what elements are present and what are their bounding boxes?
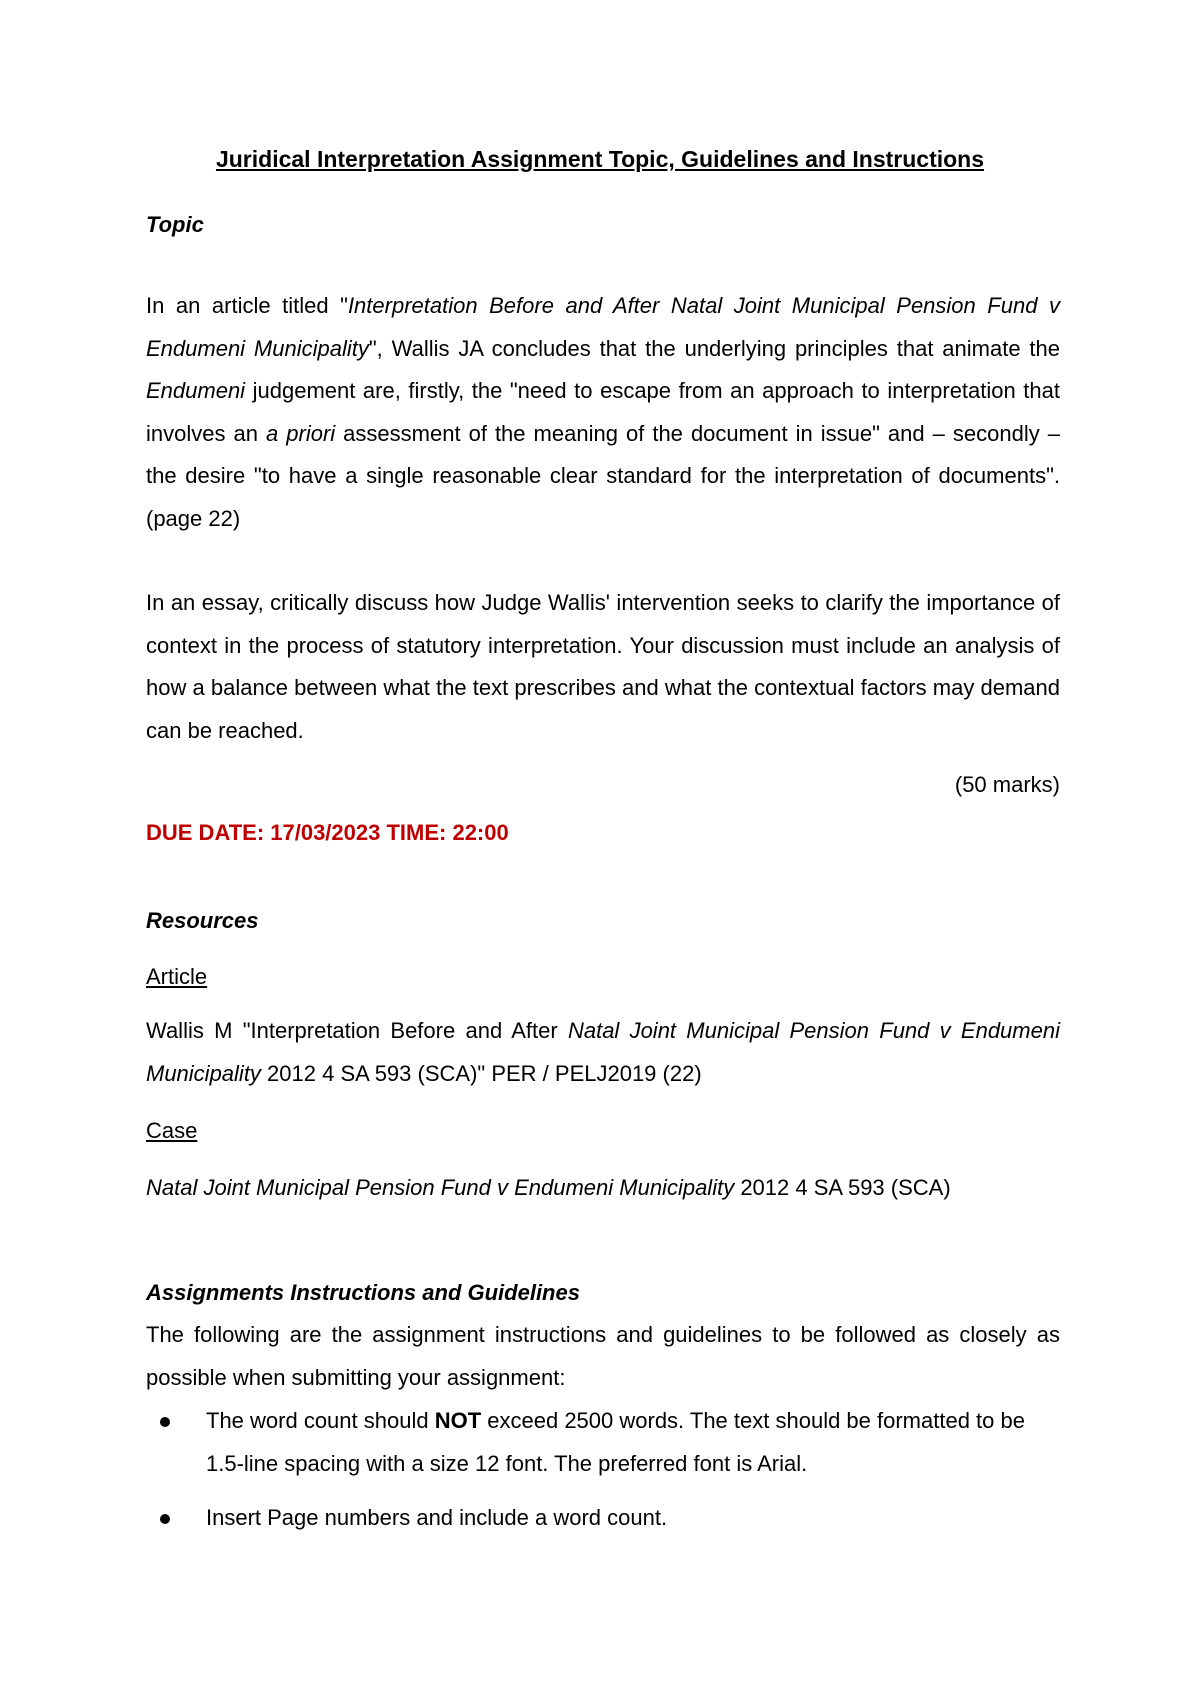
list-item bbox=[146, 1400, 1060, 1485]
due-date: DUE DATE: 17/03/2023 TIME: 22:00 bbox=[146, 820, 509, 845]
text-run: assessment of the meaning of the document in issue" and – secondly – the desire "to have a single reasonable clear standard for the interpretation of documents". (page 22) bbox=[146, 420, 1060, 531]
case-reference bbox=[146, 1175, 1060, 1201]
case-label: Case bbox=[146, 1118, 198, 1143]
text-run: exceed 2500 words. The text should be formatted to be 1.5-line spacing with a size 12 font. The preferred font is Arial. bbox=[206, 1408, 1025, 1476]
not-bold: NOT bbox=[434, 1408, 482, 1433]
document-title: Juridical Interpretation Assignment Topic, Guidelines and Instructions bbox=[215, 146, 985, 172]
text-run: judgement are, firstly, the "need to escape from an approach to interpretation that involves an bbox=[146, 378, 1060, 446]
list-item bbox=[146, 1497, 1060, 1540]
instructions-heading: Assignments Instructions and Guidelines bbox=[146, 1280, 580, 1305]
instructions-list bbox=[146, 1400, 1060, 1540]
case-name-italic: Natal Joint Municipal Pension Fund v Endumeni Municipality bbox=[146, 1175, 735, 1200]
text-run: In an article titled " bbox=[146, 293, 348, 318]
topic-heading: Topic bbox=[146, 212, 204, 237]
text-run: ", Wallis JA concludes that the underlying principles that animate the bbox=[368, 335, 1061, 361]
article-reference bbox=[146, 1010, 1060, 1095]
instructions-intro: The following are the assignment instructions and guidelines to be followed as closely as possible when submitting your assignment: bbox=[146, 1322, 1060, 1390]
resources-heading: Resources bbox=[146, 908, 259, 933]
text-run: 2012 4 SA 593 (SCA)" PER / PELJ2019 (22) bbox=[260, 1060, 702, 1086]
text-run: 2012 4 SA 593 (SCA) bbox=[734, 1175, 951, 1200]
bullet-icon bbox=[160, 1514, 170, 1524]
endumeni-italic: Endumeni bbox=[146, 378, 246, 403]
topic-paragraph-2: In an essay, critically discuss how Judge Wallis' intervention seeks to clarify the importance of context in the process of statutory interpretation. Your discussion must include an analysis of how a balance between what the text prescribes and what the contextual factors may demand can be reached. bbox=[146, 590, 1060, 743]
text-run: The word count should bbox=[206, 1408, 435, 1433]
case-name-italic: Natal Joint Municipal Pension Fund v Endumeni Municipality bbox=[146, 1018, 1060, 1086]
article-label: Article bbox=[146, 964, 208, 989]
a-priori-italic: a priori bbox=[266, 420, 336, 446]
article-title-italic: Interpretation Before and After Natal Joint Municipal Pension Fund v Endumeni Municipality bbox=[146, 293, 1060, 361]
bullet-icon bbox=[160, 1417, 170, 1427]
topic-paragraph-1 bbox=[146, 285, 1060, 540]
text-run: Insert Page numbers and include a word count. bbox=[206, 1505, 668, 1530]
marks-label: (50 marks) bbox=[954, 772, 1060, 797]
text-run: Wallis M "Interpretation Before and After bbox=[146, 1018, 568, 1043]
